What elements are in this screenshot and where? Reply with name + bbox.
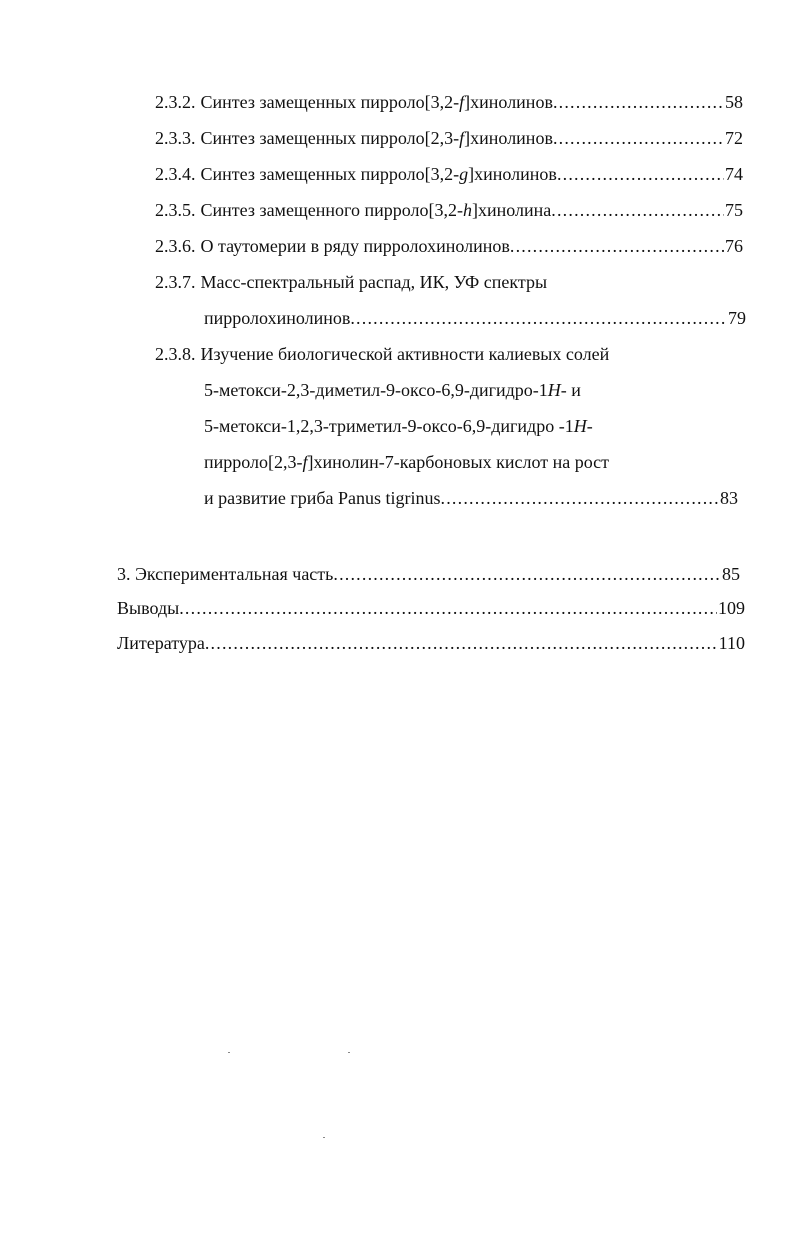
toc-number: 2.3.7.	[155, 272, 196, 292]
toc-entry-conclusions	[117, 597, 745, 619]
scan-speck	[228, 1052, 230, 1053]
dot-leader	[205, 632, 718, 654]
toc-title: Синтез замещенных пирроло[3,2-g]хинолинов	[200, 164, 557, 184]
toc-entry-2-3-8-line-2	[204, 379, 746, 401]
scan-speck	[348, 1052, 350, 1053]
toc-entry-2-3-5	[155, 199, 743, 221]
toc-title: Литература	[117, 633, 205, 653]
toc-entry-2-3-8-line-3	[204, 415, 746, 437]
toc-title-continuation: пирроло[2,3-f]хинолин-7-карбоновых кислот на рост	[204, 452, 610, 472]
toc-title: Синтез замещенного пирроло[3,2-h]хинолина	[200, 200, 552, 220]
dot-leader	[553, 91, 724, 113]
dot-leader	[510, 235, 724, 257]
dot-leader	[441, 487, 719, 509]
dot-leader	[179, 597, 717, 619]
toc-entry-literature	[117, 632, 745, 654]
toc-title: Выводы	[117, 598, 180, 618]
toc-page-number: 109	[718, 598, 745, 618]
toc-number: 2.3.5.	[155, 200, 196, 220]
toc-page-number: 83	[720, 488, 738, 508]
toc-title: 3. Экспериментальная часть	[117, 564, 334, 584]
toc-number: 2.3.2.	[155, 92, 196, 112]
toc-title: О таутомерии в ряду пирролохинолинов	[200, 236, 510, 256]
toc-title-continuation: пирролохинолинов	[204, 308, 351, 328]
dot-leader	[333, 563, 721, 585]
toc-entry-experimental	[117, 563, 740, 585]
toc-entry-2-3-4	[155, 163, 743, 185]
toc-title-continuation: и развитие гриба Panus tigrinus	[204, 488, 441, 508]
toc-entry-2-3-7-continuation	[204, 307, 746, 329]
toc-number: 2.3.8.	[155, 344, 196, 364]
toc-title: Синтез замещенных пирроло[3,2-f]хинолинов	[200, 92, 553, 112]
toc-entry-2-3-8-line-4	[204, 451, 746, 473]
toc-page-number: 110	[718, 633, 745, 653]
toc-title-continuation: 5-метокси-1,2,3-триметил-9-оксо-6,9-дигидро -1H-	[204, 416, 593, 436]
dot-leader	[553, 127, 724, 149]
toc-page-number: 76	[725, 236, 743, 256]
toc-page-number: 72	[725, 128, 743, 148]
toc-title: Масс-спектральный распад, ИК, УФ спектры	[200, 272, 548, 292]
toc-entry-2-3-8-line-5	[204, 487, 738, 509]
toc-number: 2.3.4.	[155, 164, 196, 184]
toc-entry-2-3-6	[155, 235, 743, 257]
toc-number: 2.3.6.	[155, 236, 196, 256]
toc-page-number: 75	[725, 200, 743, 220]
toc-entry-2-3-2	[155, 91, 743, 113]
toc-title: Синтез замещенных пирроло[2,3-f]хинолинов	[200, 128, 553, 148]
toc-entry-2-3-7	[155, 271, 743, 293]
scan-speck	[323, 1137, 325, 1138]
toc-number: 2.3.3.	[155, 128, 196, 148]
dot-leader	[350, 307, 727, 329]
toc-title-continuation: 5-метокси-2,3-диметил-9-оксо-6,9-дигидро-1H- и	[204, 380, 581, 400]
toc-page-number: 74	[725, 164, 743, 184]
dot-leader	[557, 163, 724, 185]
toc-entry-2-3-3	[155, 127, 743, 149]
toc-title: Изучение биологической активности калиевых солей	[200, 344, 610, 364]
toc-page-number: 58	[725, 92, 743, 112]
dot-leader	[551, 199, 724, 221]
toc-page-number: 85	[722, 564, 740, 584]
toc-entry-2-3-8	[155, 343, 743, 365]
toc-page-number: 79	[728, 308, 746, 328]
